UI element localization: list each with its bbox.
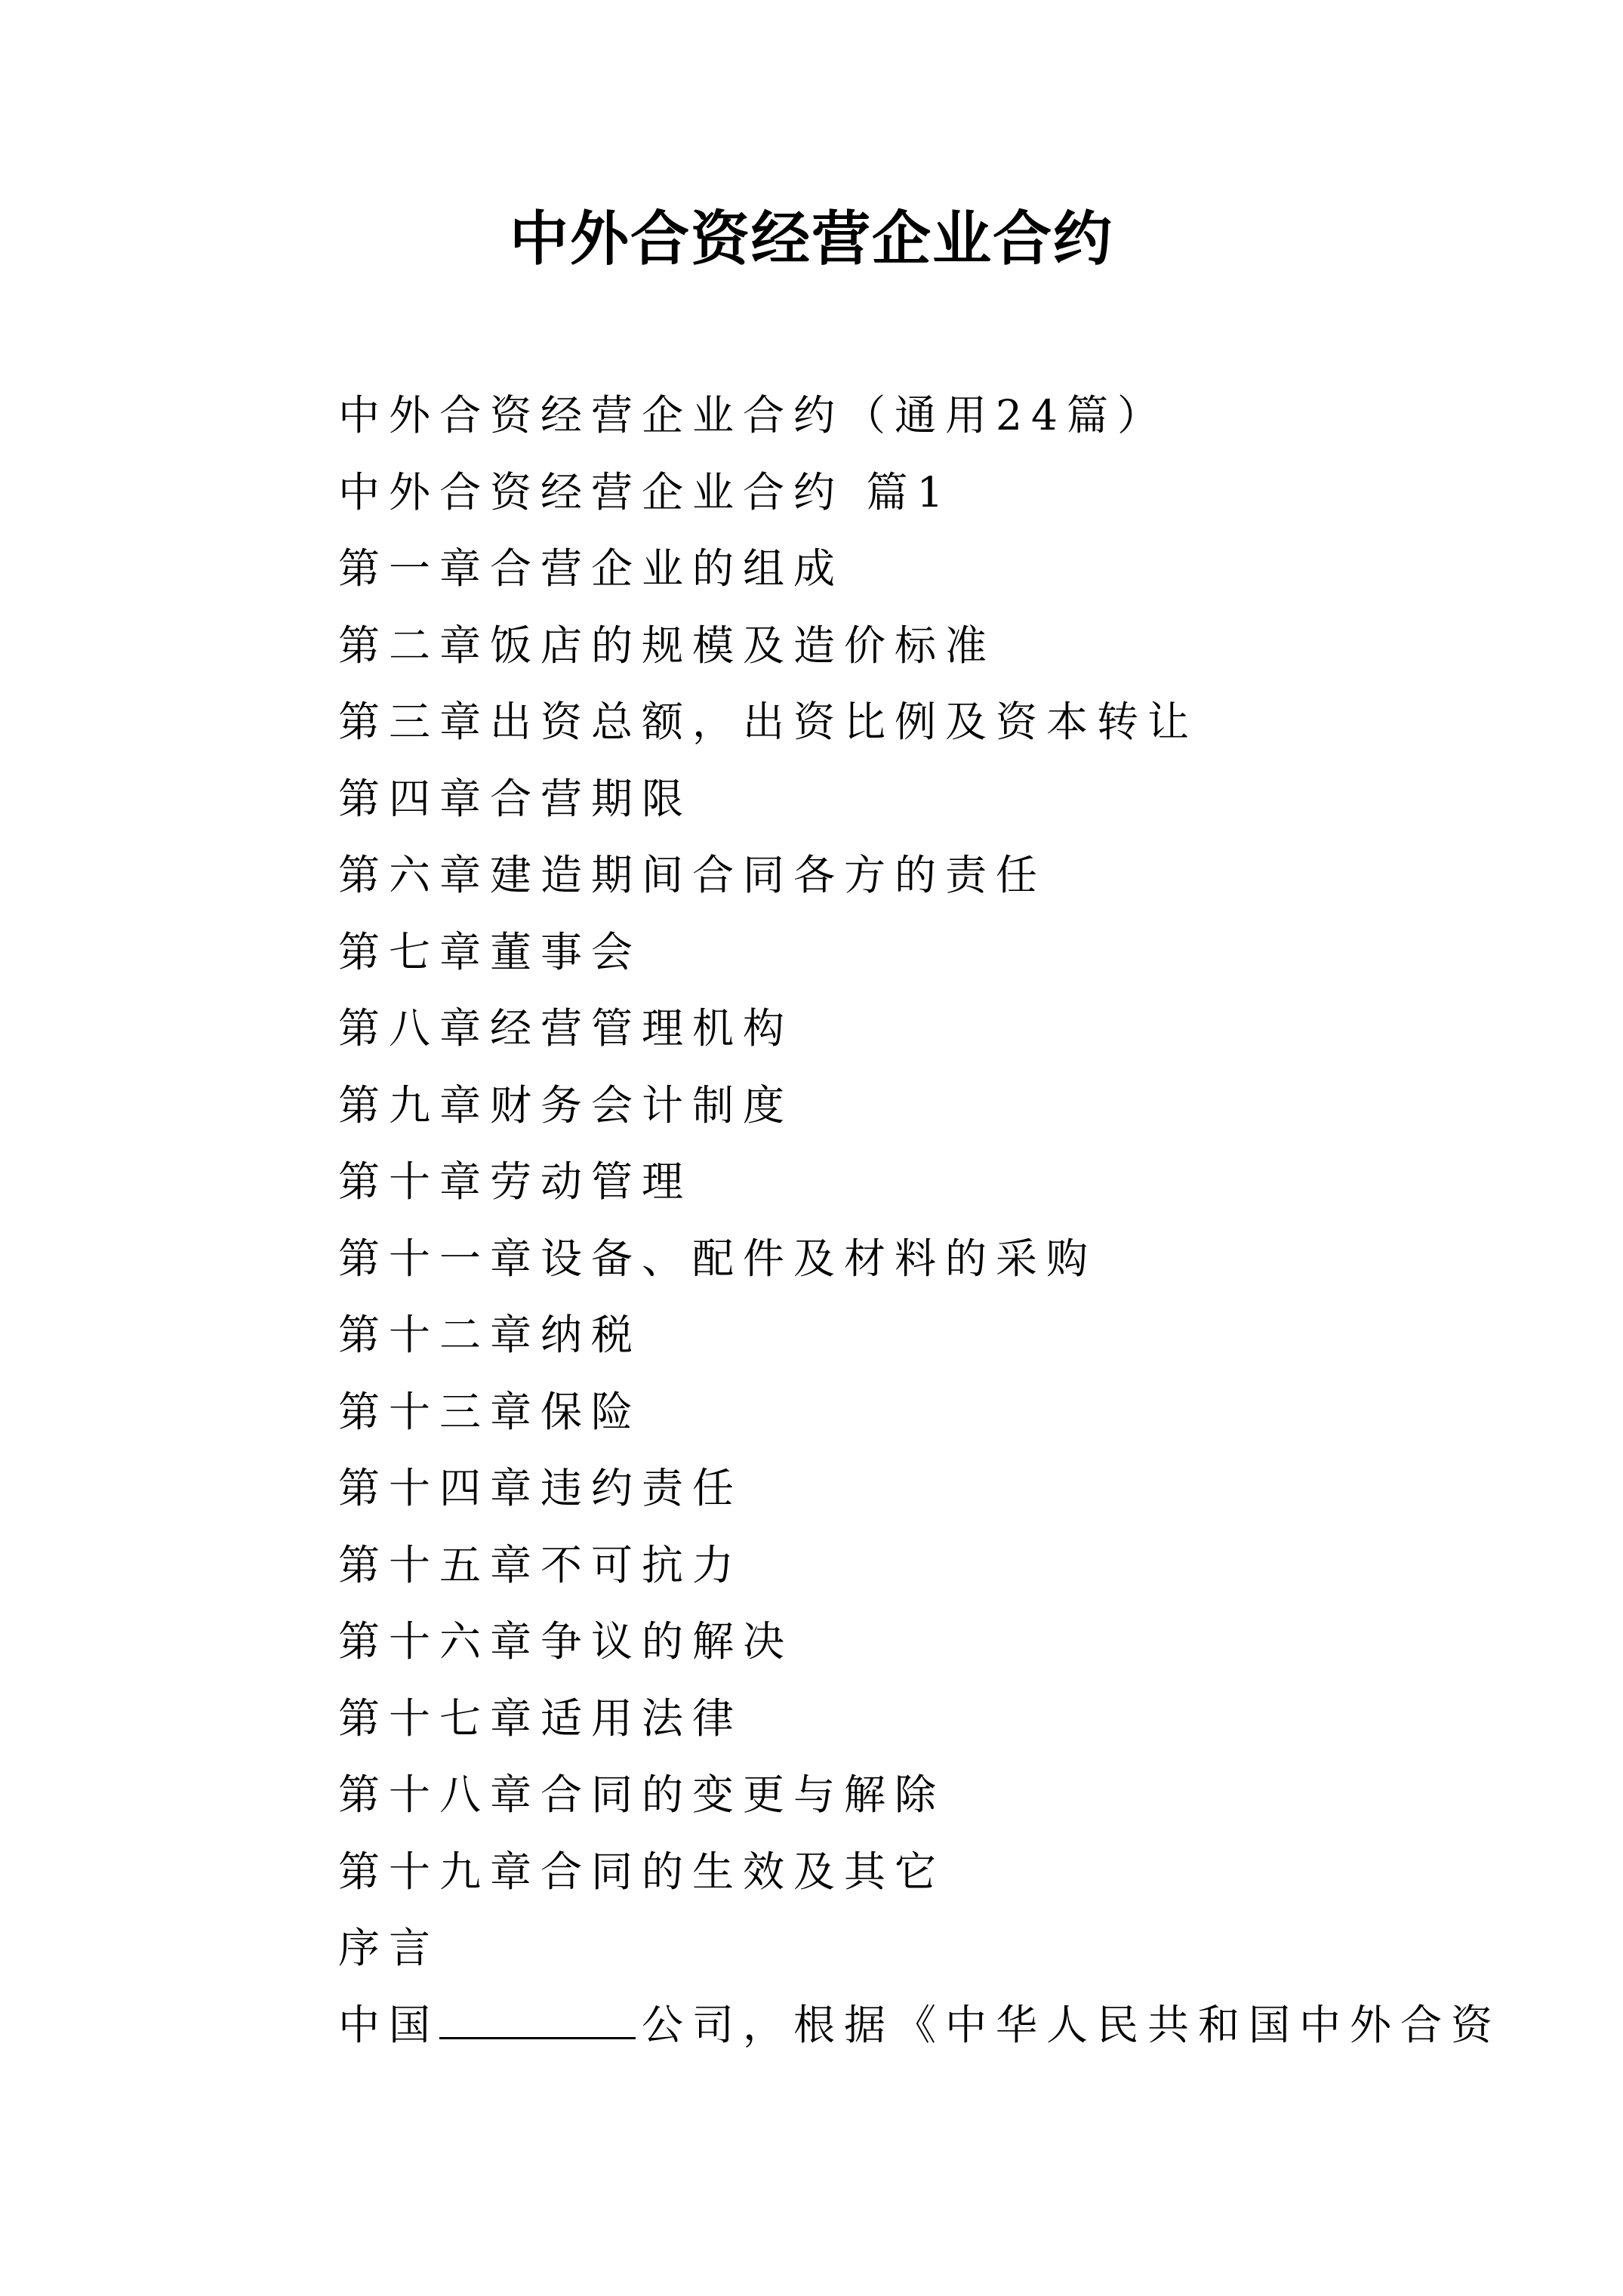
chapter-line-8: 第八章经营管理机构: [338, 1004, 794, 1052]
chapter-line-13: 第十三章保险: [338, 1387, 642, 1436]
chapter-line-3: 第三章出资总额，出资比例及资本转让: [338, 698, 1199, 746]
chapter-line-17: 第十七章适用法律: [338, 1693, 744, 1743]
preface-first-line: [338, 1987, 1502, 2064]
preface-text-before-blank: 中国: [338, 2000, 440, 2049]
chapter-line-19: 第十九章合同的生效及其它: [338, 1847, 946, 1896]
chapter-line-18: 第十八章合同的变更与解除: [338, 1771, 946, 1819]
document-title: 中外合资经营企业合约: [509, 205, 1113, 273]
preface-heading: 序言: [338, 1924, 440, 1972]
document-body: [338, 378, 1502, 2063]
chapter-line-15: 第十五章不可抗力: [338, 1540, 744, 1589]
chapter-line-11: 第十一章设备、配件及材料的采购: [338, 1234, 1098, 1283]
chapter-line-12: 第十二章纳税: [338, 1311, 642, 1359]
chapter-line-16: 第十六章争议的解决: [338, 1617, 794, 1666]
preface-text-after-blank: 公司，根据《中华人民共和国中外合资: [642, 2000, 1502, 2049]
text-line-section-heading: 中外合资经营企业合约 篇1: [338, 467, 953, 516]
chapter-line-7: 第七章董事会: [338, 927, 642, 976]
chapter-line-10: 第十章劳动管理: [338, 1157, 693, 1206]
chapter-line-9: 第九章财务会计制度: [338, 1080, 794, 1130]
chapter-line-2: 第二章饭店的规模及造价标准: [338, 621, 996, 670]
fill-in-blank-underline: [439, 1992, 636, 2039]
chapter-line-6: 第六章建造期间合同各方的责任: [338, 851, 1047, 899]
chapter-line-4: 第四章合营期限: [338, 774, 693, 823]
chapter-line-14: 第十四章违约责任: [338, 1464, 744, 1512]
text-line-subtitle: 中外合资经营企业合约（通用24篇）: [338, 391, 1168, 439]
chapter-line-1: 第一章合营企业的组成: [338, 544, 845, 593]
